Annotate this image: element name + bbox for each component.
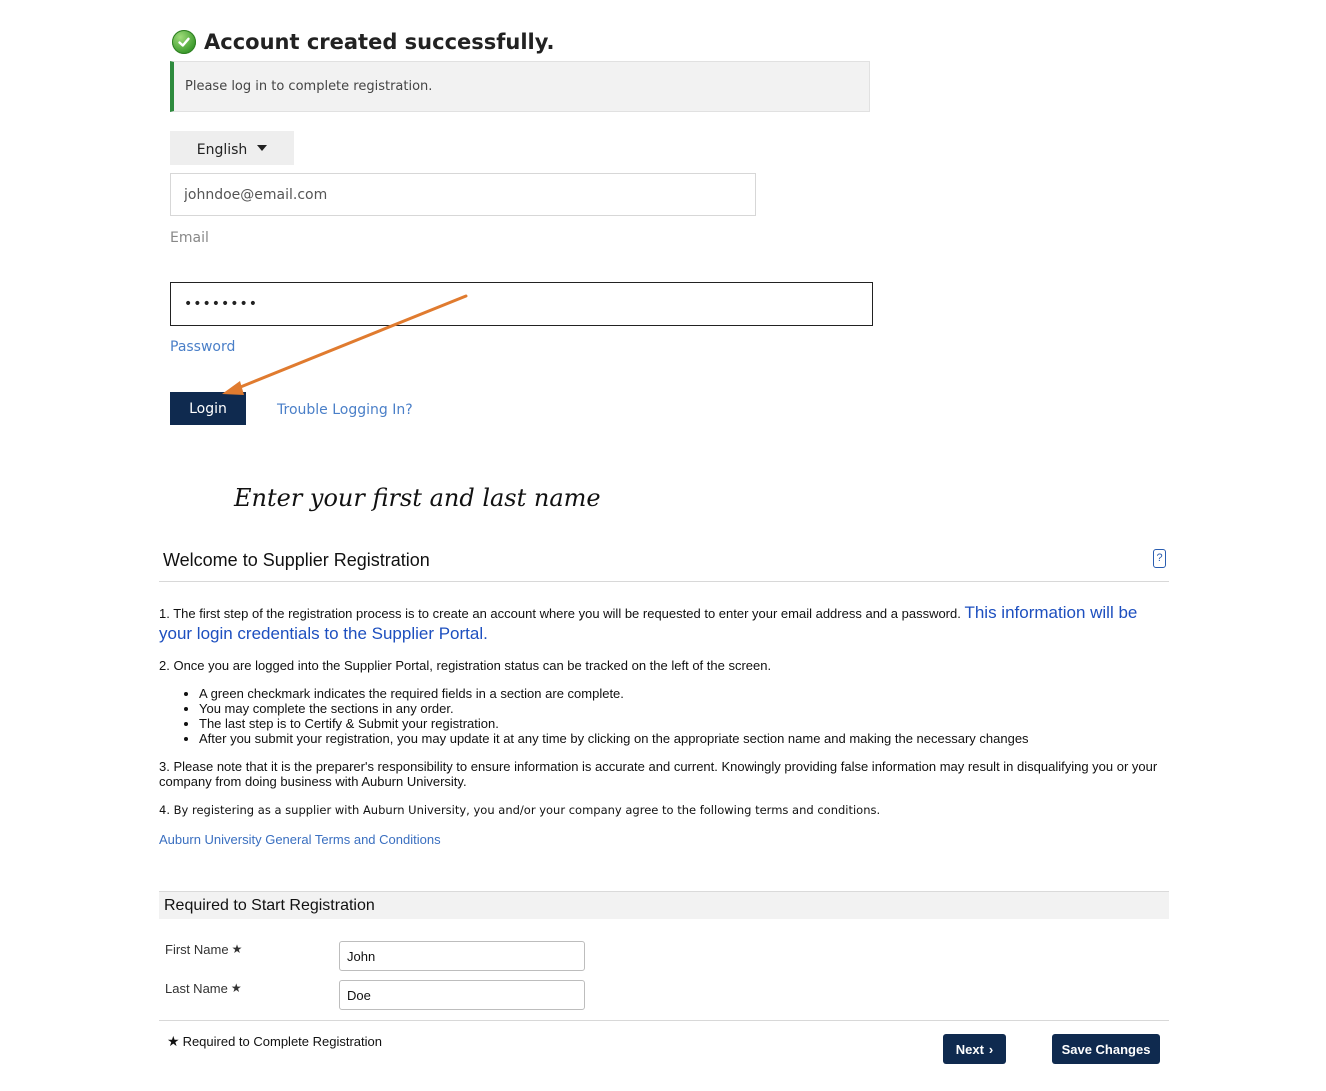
password-label: Password	[170, 339, 236, 355]
save-changes-button[interactable]: Save Changes	[1052, 1034, 1160, 1064]
chevron-right-icon: ›	[988, 1041, 994, 1057]
email-input[interactable]	[170, 173, 756, 216]
check-circle-icon	[172, 30, 196, 54]
annotation-instruction: Enter your first and last name	[234, 484, 601, 512]
first-name-label	[165, 942, 242, 957]
login-button[interactable]: Login	[170, 392, 246, 425]
step-2-paragraph: 2. Once you are logged into the Supplier Portal, registration status can be tracked on the left of the screen.	[159, 658, 772, 673]
list-item: • You may complete the sections in any order.	[199, 701, 1204, 716]
required-section-header	[159, 891, 1169, 919]
help-icon[interactable]: ?	[1153, 549, 1166, 568]
terms-conditions-link[interactable]: Auburn University General Terms and Conditions	[159, 832, 441, 847]
trouble-logging-in-link[interactable]: Trouble Logging In?	[277, 402, 413, 418]
last-name-label	[165, 981, 242, 996]
divider	[159, 1020, 1169, 1021]
list-item: • After you submit your registration, you may update it at any time by clicking on the appropriate section name and making the necessary changes	[199, 731, 1204, 746]
step-1-text: 1. The first step of the registration process is to create an account where you will be requested to enter your email address and a password.	[159, 606, 965, 621]
success-message	[172, 27, 554, 57]
password-input[interactable]	[170, 282, 873, 326]
last-name-label-text: Last Name	[165, 981, 228, 996]
registration-title: Welcome to Supplier Registration	[163, 550, 430, 570]
required-section-title: Required to Start Registration	[164, 896, 375, 914]
list-item: • The last step is to Certify & Submit your registration.	[199, 716, 1204, 731]
last-name-input[interactable]	[339, 980, 585, 1010]
caret-down-icon	[257, 145, 267, 151]
email-label: Email	[170, 230, 209, 246]
step-1-paragraph	[159, 602, 1164, 644]
language-selected: English	[196, 142, 248, 158]
list-item: • A green checkmark indicates the required fields in a section are complete.	[199, 686, 1204, 701]
required-footnote-text: Required to Complete Registration	[182, 1034, 382, 1049]
required-star-icon: ★	[167, 1033, 180, 1049]
step-3-paragraph: 3. Please note that it is the preparer's responsibility to ensure information is accurate and current. Knowingly providing false information may result in disqualifying you or your company from doing business with Auburn University.	[159, 759, 1158, 789]
required-star-icon: ★	[230, 981, 242, 995]
login-notice-text: Please log in to complete registration.	[185, 79, 433, 94]
next-button[interactable]	[943, 1034, 1006, 1064]
divider	[159, 581, 1169, 582]
login-notice	[170, 61, 870, 112]
required-footnote	[167, 1033, 382, 1050]
step-4-paragraph: 4. By registering as a supplier with Auburn University, you and/or your company agree to the following terms and conditions.	[159, 803, 881, 817]
first-name-input[interactable]	[339, 941, 585, 971]
first-name-label-text: First Name	[165, 942, 229, 957]
step-1-highlight: This information will be your login credentials to the Supplier Portal.	[159, 603, 1138, 643]
success-title: Account created successfully.	[204, 30, 555, 54]
required-star-icon: ★	[231, 942, 243, 956]
language-dropdown[interactable]	[170, 131, 294, 165]
status-bullet-list	[159, 686, 1204, 746]
next-button-label: Next	[955, 1041, 984, 1057]
